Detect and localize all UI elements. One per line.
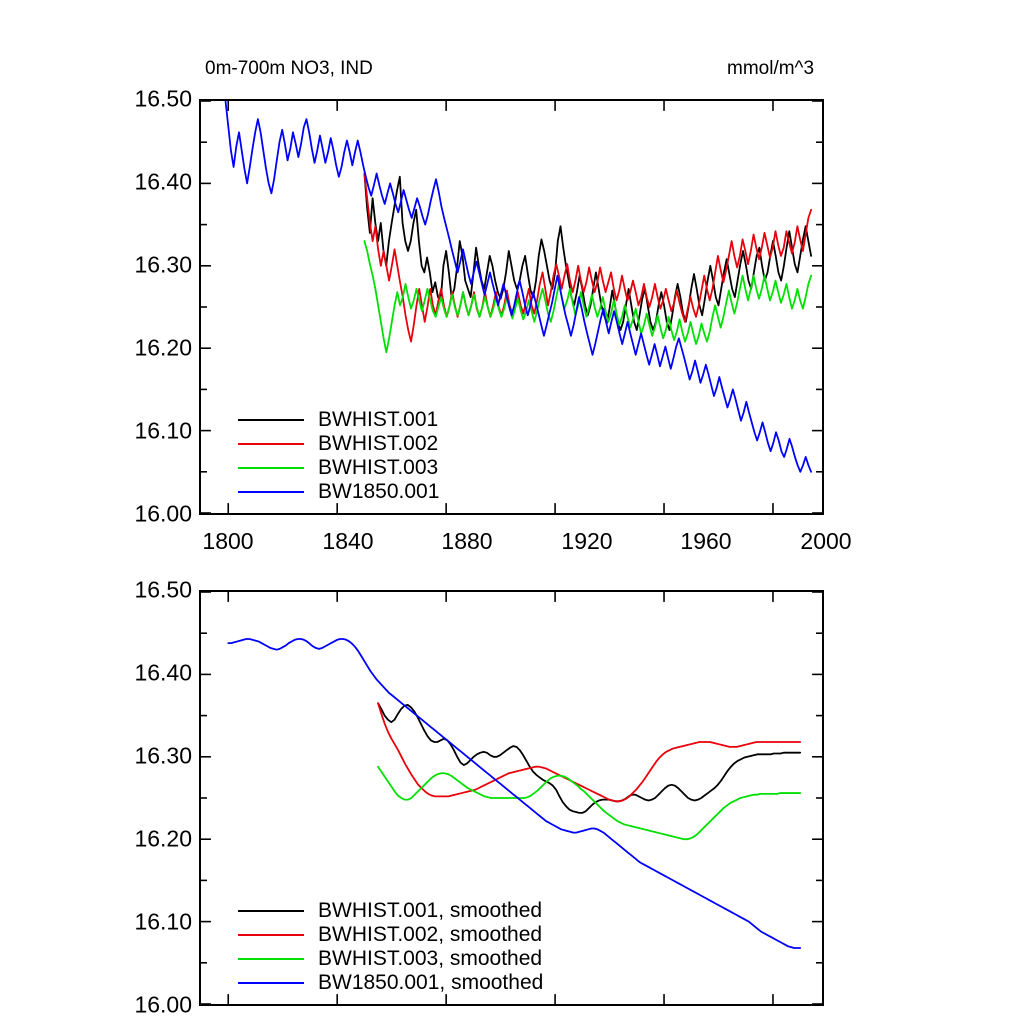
ytick-label: 16.10: [134, 417, 192, 444]
xtick-label: 2000: [800, 528, 852, 554]
ytick-label: 16.40: [134, 659, 192, 686]
legend-label: BWHIST.002: [318, 432, 439, 455]
legend-item: [238, 971, 543, 995]
ytick-label: 16.50: [134, 576, 192, 603]
legend-label: BWHIST.002, smoothed: [318, 923, 543, 946]
legend-top: [238, 408, 439, 504]
xtick-label: 1920: [561, 528, 613, 554]
legend-label: BWHIST.003, smoothed: [318, 947, 543, 970]
xtick-label: 1960: [680, 528, 732, 554]
ytick-label: 16.10: [134, 908, 192, 935]
xtick-label: 1880: [441, 528, 493, 554]
legend-item: [238, 947, 543, 971]
legend-label: BW1850.001, smoothed: [318, 971, 544, 994]
ytick-label: 16.50: [134, 85, 192, 112]
legend-swatch: [238, 934, 304, 936]
legend-swatch: [238, 443, 304, 445]
legend-label: BWHIST.003: [318, 456, 439, 479]
legend-item: [238, 480, 439, 504]
legend-swatch: [238, 467, 304, 469]
ytick-label: 16.20: [134, 334, 192, 361]
units-label-top: mmol/m^3: [727, 58, 815, 79]
legend-swatch: [238, 910, 304, 912]
ytick-label: 16.40: [134, 168, 192, 195]
legend-label: BWHIST.001: [318, 408, 439, 431]
legend-item: [238, 899, 543, 923]
legend-label: BW1850.001: [318, 480, 440, 503]
legend-swatch: [238, 982, 304, 984]
ytick-label: 16.00: [134, 500, 192, 527]
series-line: [378, 703, 800, 801]
xtick-label: 1840: [322, 528, 374, 554]
legend-swatch: [238, 491, 304, 493]
legend-label: BWHIST.001, smoothed: [318, 899, 543, 922]
legend-item: [238, 432, 439, 456]
ytick-label: 16.20: [134, 825, 192, 852]
legend-swatch: [238, 958, 304, 960]
legend-bottom: [238, 899, 543, 995]
ytick-label: 16.00: [134, 991, 192, 1018]
chart-panel-bottom: [0, 570, 1024, 1024]
legend-item: [238, 456, 439, 480]
xtick-label: 1800: [202, 528, 254, 554]
legend-item: [238, 408, 439, 432]
ytick-label: 16.30: [134, 251, 192, 278]
legend-swatch: [238, 419, 304, 421]
panel-title-top: 0m-700m NO3, IND: [205, 58, 373, 79]
ytick-label: 16.30: [134, 742, 192, 769]
legend-item: [238, 923, 543, 947]
